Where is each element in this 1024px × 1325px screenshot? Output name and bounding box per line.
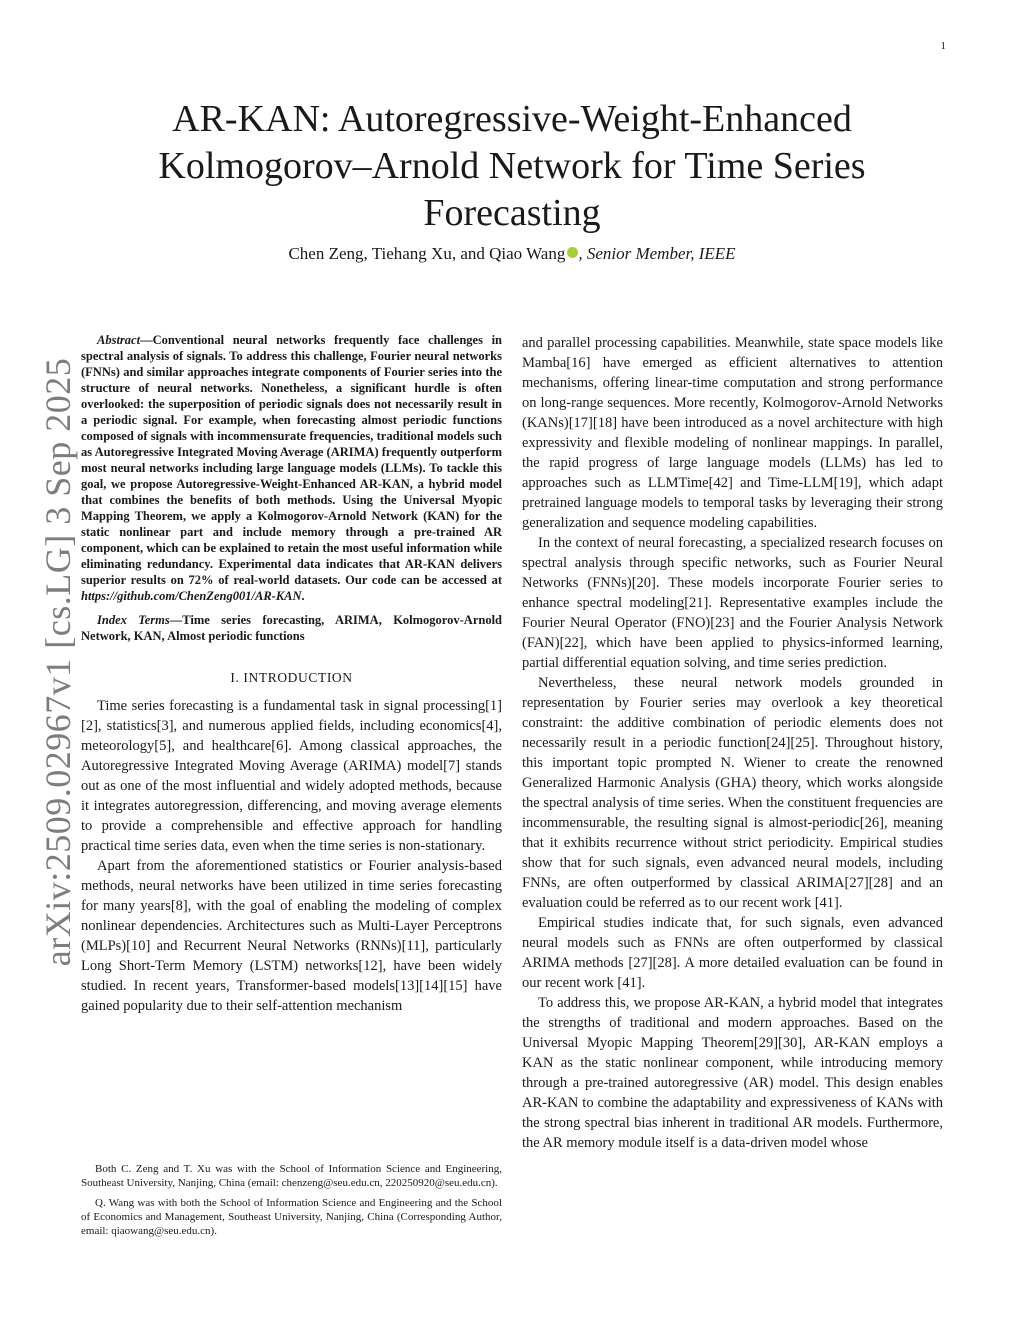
intro-paragraph-1: Time series forecasting is a fundamental task in signal processing[1][2], statistics[3], and numerous applied fields, including economics[4], meteorology[5], and healthcare[6]. Among classical approaches, the Autoregressive Integrated Moving Average (ARIMA) model[7] stands out as one of the most influential and widely adopted methods, because it integrates autoregression, differencing, and moving average elements to provide a comprehensible and effective approach for handling practical time series data, even when the time series is non-stationary.: [81, 698, 502, 854]
paper-title: AR-KAN: Autoregressive-Weight-Enhanced Kolmogorov–Arnold Network for Time Series Forecasting: [158, 98, 866, 234]
author-affiliation-note: , Senior Member, IEEE: [578, 244, 736, 263]
abstract-lead: Abstract: [97, 333, 141, 347]
code-url-link[interactable]: https://github.com/ChenZeng001/AR-KAN: [81, 589, 302, 603]
right-paragraph-1: and parallel processing capabilities. Meanwhile, state space models like Mamba[16] have emerged as efficient alternatives to attention mechanisms, offering linear-time computation and strong performance on long-range sequences. More recently, Kolmogorov-Arnold Networks (KANs)[17][18] have been introduced as a novel architecture with high expressivity and flexible modeling of nonlinear mappings. In parallel, the rapid progress of large language models (LLMs) has led to approaches such as LLMTime[42] and Time-LLM[19], which adapt pretrained language models to temporal tasks by leveraging their strong generalization and sequence modeling capabilities.: [522, 335, 943, 531]
abstract: [81, 332, 502, 604]
right-column: [522, 333, 943, 1153]
page-number: 1: [940, 40, 946, 52]
author-line: [100, 244, 924, 264]
right-paragraph-5: To address this, we propose AR-KAN, a hybrid model that integrates the strengths of traditional and modern approaches. Based on the Universal Myopic Mapping Theorem[29][30], AR-KAN employs a KAN as the static nonlinear component, while introducing memory through a pre-trained autoregressive (AR) model. This design enables AR-KAN to combine the adaptability and expressiveness of KANs with the strong spectral bias inherent in traditional AR models. Furthermore, the AR memory module itself is a data-driven model whose: [522, 995, 943, 1151]
right-paragraph-2: In the context of neural forecasting, a specialized research focuses on spectral analysis through specific networks, such as Fourier Neural Networks (FNNs)[20]. These models incorporate Fourier series to enhance spectral modeling[21]. Representative examples include the Fourier Neural Operator (FNO)[23] and the Fourier Analysis Network (FAN)[22], which have been applied to physics-informed learning, partial differential equation solving, and time series prediction.: [522, 535, 943, 671]
right-paragraph-3: Nevertheless, these neural network models grounded in representation by Fourier series may overlook a key theoretical constraint: the additive combination of periodic elements does not necessarily result in a periodic function[24][25]. Throughout history, this important topic prompted N. Wiener to create the renowned Generalized Harmonic Analysis (GHA) theory, which works alongside the spectral analysis of time series. When the constituent frequencies are incommensurable, the resulting signal is almost-periodic[26], meaning that it exhibits recurrence without strict periodicity. Empirical studies show that for such signals, even advanced neural models, including FNNs, are often outperformed by classical ARIMA[27][28] and an evaluation could be referred as to our recent work [41].: [522, 675, 943, 911]
index-terms-text: —Time series forecasting, ARIMA, Kolmogorov-Arnold Network, KAN, Almost periodic functions: [81, 613, 502, 643]
left-column: [81, 332, 502, 1016]
intro-paragraph-2: Apart from the aforementioned statistics or Fourier analysis-based methods, neural networks have been utilized in time series forecasting for many years[8], with the goal of enabling the modeling of complex nonlinear dependencies. Architectures such as Multi-Layer Perceptrons (MLPs)[10] and Recurrent Neural Networks (RNNs)[11], particularly Long Short-Term Memory (LSTM) networks[12], have been widely studied. In recent years, Transformer-based models[13][14][15] have gained popularity due to their self-attention mechanism: [81, 858, 502, 1014]
index-terms-lead: Index Terms: [97, 613, 170, 627]
orcid-icon[interactable]: [567, 247, 578, 258]
footnote-1: Both C. Zeng and T. Xu was with the School of Information Science and Engineering, Southeast University, Nanjing, China (email: chenzeng@seu.edu.cn, 220250920@seu.edu.cn).: [81, 1163, 502, 1189]
right-paragraph-4: Empirical studies indicate that, for such signals, even advanced neural models such as FNNs are often outperformed by classical ARIMA methods [27][28]. A more detailed evaluation can be found in our recent work [41].: [522, 915, 943, 991]
author-names: Chen Zeng, Tiehang Xu, and Qiao Wang: [288, 244, 566, 263]
abstract-end: .: [301, 589, 305, 603]
footnote-2: Q. Wang was with both the School of Information Science and Engineering and the School of Economics and Management, Southeast University, Nanjing, China (Corresponding Author, email: qiaowang@seu.edu.cn).: [81, 1197, 502, 1237]
footnotes: [81, 1162, 502, 1244]
index-terms: [81, 612, 502, 644]
section-heading-introduction: I. INTRODUCTION: [230, 670, 353, 685]
abstract-text: —Conventional neural networks frequently face challenges in spectral analysis of signals. To address this challenge, Fourier neural networks (FNNs) and similar approaches integrate components of Fourier series into the structure of neural networks. Nonetheless, a significant hurdle is often overlooked: the superposition of periodic signals does not necessarily result in a periodic signal. For example, when forecasting almost periodic functions composed of signals with incommensurate frequencies, traditional models such as Autoregressive Integrated Moving Average (ARIMA) frequently outperform most neural networks including large language models (LLMs). To tackle this goal, we propose Autoregressive-Weight-Enhanced AR-KAN, a hybrid model that combines the benefits of both methods. Using the Universal Myopic Mapping Theorem, we apply a Kolmogorov-Arnold Network (KAN) for the static nonlinear part and include memory through a pre-trained AR component, which can be explained to retain the most useful information while eliminating redundancy. Experimental data indicates that AR-KAN delivers superior results on 72% of real-world datasets. Our code can be accessed at: [81, 333, 502, 587]
arxiv-stamp: arXiv:2509.02967v1 [cs.LG] 3 Sep 2025: [38, 357, 78, 967]
